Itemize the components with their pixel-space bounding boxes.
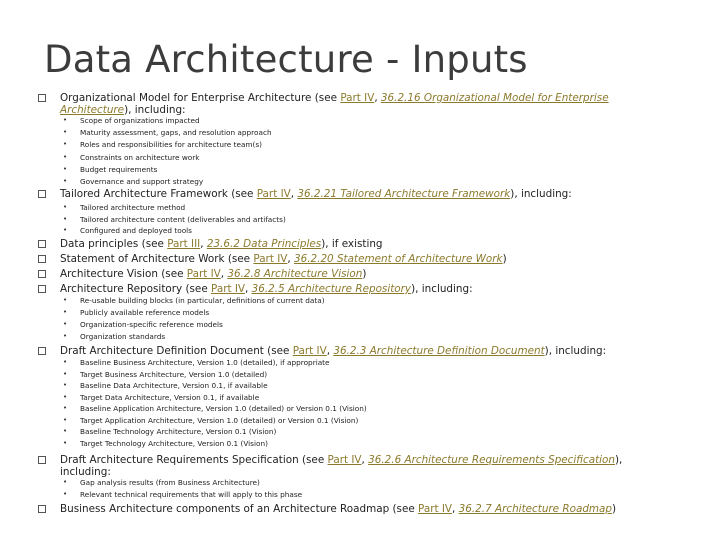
sub-item: Configured and deployed tools <box>80 226 192 235</box>
input-item-text: Tailored Architecture Framework (see <box>60 188 257 200</box>
sub-bullet-dot-icon: • <box>63 404 68 412</box>
sub-item: Re-usable building blocks (in particular, definitions of current data) <box>80 296 325 305</box>
input-item-text: Architecture Repository (see <box>60 283 212 295</box>
sub-bullet-dot-icon: • <box>63 128 68 137</box>
sub-item: Maturity assessment, gaps, and resolution approach <box>80 128 272 138</box>
sub-item: Publicly available reference models <box>80 308 210 317</box>
input-item-suffix: ), if existing <box>321 238 383 250</box>
input-item-suffix: ), including: <box>411 283 473 295</box>
sub-item: Budget requirements <box>80 164 158 174</box>
link-separator: , <box>361 454 369 466</box>
sub-bullet-dot-icon: • <box>63 415 68 424</box>
sub-bullet-dot-icon: • <box>63 164 68 173</box>
input-item <box>60 253 660 265</box>
sub-item: Target Application Architecture, Version 1.0 (detailed) or Version 0.1 (Vision) <box>80 415 359 425</box>
link-separator: , <box>374 92 381 104</box>
checkbox-bullet-icon <box>38 255 46 263</box>
section-link[interactable]: 36.2.8 Architecture Vision <box>227 268 363 280</box>
sub-bullet-dot-icon: • <box>63 478 68 486</box>
link-separator: , <box>220 268 228 280</box>
sub-bullet-dot-icon: • <box>63 203 68 211</box>
checkbox-bullet-icon <box>38 240 46 248</box>
section-link[interactable]: 36.2.20 Statement of Architecture Work <box>294 253 503 265</box>
input-item <box>60 238 660 250</box>
sub-item: Constraints on architecture work <box>80 152 200 162</box>
input-item <box>60 188 660 200</box>
input-item-text: Statement of Architecture Work (see <box>60 253 254 265</box>
part-link[interactable]: Part IV <box>340 92 375 104</box>
part-link[interactable]: Part IV <box>253 253 288 265</box>
checkbox-bullet-icon <box>38 94 46 102</box>
input-item <box>60 454 660 478</box>
sub-bullet-dot-icon: • <box>63 214 68 223</box>
input-item-suffix: ), including: <box>510 188 572 200</box>
link-separator: , <box>245 283 252 295</box>
sub-bullet-dot-icon: • <box>63 296 68 304</box>
sub-item: Tailored architecture method <box>80 203 186 212</box>
sub-item: Target Data Architecture, Version 0.1, if available <box>80 392 260 402</box>
link-separator: , <box>452 503 459 515</box>
section-link[interactable]: 36.2.16 Organizational Model for Enterprise Architecture <box>60 92 609 116</box>
sub-bullet-dot-icon: • <box>63 427 68 435</box>
sub-item: Baseline Business Architecture, Version 1.0 (detailed), if appropriate <box>80 358 330 367</box>
sub-item: Target Technology Architecture, Version 0.1 (Vision) <box>80 438 268 448</box>
input-item-text: Data principles (see <box>60 238 168 250</box>
section-link[interactable]: 36.2.7 Architecture Roadmap <box>458 503 613 515</box>
input-item-text: Draft Architecture Requirements Specification (see <box>60 454 328 466</box>
input-item <box>60 92 660 116</box>
section-link[interactable]: 23.6.2 Data Principles <box>206 238 322 250</box>
section-link[interactable]: 36.2.6 Architecture Requirements Specification <box>368 454 615 466</box>
sub-bullet-dot-icon: • <box>63 226 68 234</box>
sub-item: Relevant technical requirements that will apply to this phase <box>80 490 303 499</box>
sub-bullet-dot-icon: • <box>63 358 68 366</box>
sub-item: Governance and support strategy <box>80 177 204 186</box>
part-link[interactable]: Part IV <box>418 503 453 515</box>
sub-item: Baseline Application Architecture, Version 1.0 (detailed) or Version 0.1 (Vision) <box>80 404 367 413</box>
sub-bullet-dot-icon: • <box>63 320 68 328</box>
sub-bullet-dot-icon: • <box>63 332 68 340</box>
part-link[interactable]: Part IV <box>211 283 246 295</box>
input-item-suffix: ) <box>612 503 617 515</box>
sub-item: Organization standards <box>80 332 166 341</box>
input-item-suffix: ) <box>502 253 507 265</box>
sub-bullet-dot-icon: • <box>63 152 68 161</box>
sub-item: Roles and responsibilities for architecture team(s) <box>80 140 263 150</box>
input-item-suffix: ), including: <box>124 104 186 116</box>
input-item <box>60 283 660 295</box>
part-link[interactable]: Part III <box>167 238 201 250</box>
section-link[interactable]: 36.2.21 Tailored Architecture Framework <box>297 188 511 200</box>
sub-item: Tailored architecture content (deliverables and artifacts) <box>80 214 286 224</box>
checkbox-bullet-icon <box>38 190 46 198</box>
sub-item: Gap analysis results (from Business Architecture) <box>80 478 260 487</box>
checkbox-bullet-icon <box>38 347 46 355</box>
part-link[interactable]: Part IV <box>327 454 362 466</box>
sub-item: Scope of organizations impacted <box>80 116 200 125</box>
input-item <box>60 268 660 280</box>
input-item <box>60 503 660 515</box>
input-item-suffix: ) <box>362 268 367 280</box>
input-item-suffix: ), including: <box>544 345 607 357</box>
part-link[interactable]: Part IV <box>256 188 291 200</box>
sub-item: Baseline Technology Architecture, Version 0.1 (Vision) <box>80 427 277 436</box>
sub-bullet-dot-icon: • <box>63 140 68 149</box>
input-item-text: Draft Architecture Definition Document (see <box>60 345 293 357</box>
sub-bullet-dot-icon: • <box>63 308 68 316</box>
input-item-text: Business Architecture components of an Architecture Roadmap (see <box>60 503 419 515</box>
sub-bullet-dot-icon: • <box>63 438 68 447</box>
section-link[interactable]: 36.2.5 Architecture Repository <box>251 283 412 295</box>
sub-bullet-dot-icon: • <box>63 116 68 124</box>
sub-bullet-dot-icon: • <box>63 369 68 378</box>
link-separator: , <box>326 345 334 357</box>
checkbox-bullet-icon <box>38 285 46 293</box>
input-item-text: Organizational Model for Enterprise Architecture (see <box>60 92 341 104</box>
sub-item: Baseline Data Architecture, Version 0.1, if available <box>80 381 268 390</box>
sub-item: Organization-specific reference models <box>80 320 223 329</box>
checkbox-bullet-icon <box>38 505 46 513</box>
sub-bullet-dot-icon: • <box>63 392 68 401</box>
sub-item: Target Business Architecture, Version 1.0 (detailed) <box>80 369 268 379</box>
sub-bullet-dot-icon: • <box>63 490 68 498</box>
checkbox-bullet-icon <box>38 456 46 464</box>
link-separator: , <box>200 238 207 250</box>
link-separator: , <box>287 253 294 265</box>
link-separator: , <box>290 188 298 200</box>
input-item-text: Architecture Vision (see <box>60 268 187 280</box>
part-link[interactable]: Part IV <box>292 345 327 357</box>
sub-bullet-dot-icon: • <box>63 381 68 389</box>
slide-title: Data Architecture - Inputs <box>44 38 528 81</box>
sub-bullet-dot-icon: • <box>63 177 68 185</box>
input-item <box>60 345 660 357</box>
input-item-suffix: ), including: <box>60 454 623 478</box>
section-link[interactable]: 36.2.3 Architecture Definition Document <box>333 345 545 357</box>
part-link[interactable]: Part IV <box>186 268 221 280</box>
checkbox-bullet-icon <box>38 270 46 278</box>
